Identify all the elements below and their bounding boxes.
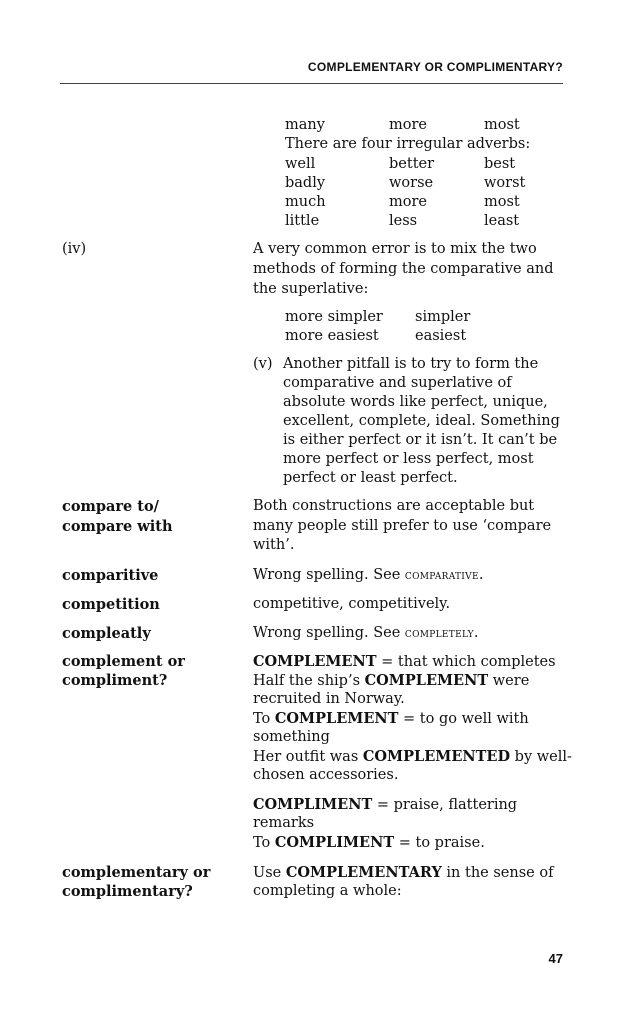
headword: compare to/ <box>62 498 159 515</box>
body-line: COMPLIMENT = praise, flattering <box>253 796 518 813</box>
running-header: COMPLEMENTARY OR COMPLIMENTARY? <box>307 60 563 74</box>
body-line: absolute words like perfect, unique, <box>283 394 548 410</box>
body-line: Both constructions are acceptable but <box>253 498 535 514</box>
body-line: Use COMPLEMENTARY in the sense of <box>253 864 554 881</box>
example-wrong: more easiest <box>285 328 379 344</box>
body-line: something <box>253 729 330 745</box>
body-line: Another pitfall is to try to form the <box>283 356 539 372</box>
section-marker-iv: (iv) <box>62 241 87 257</box>
body-line: Her outfit was COMPLEMENTED by well- <box>253 748 572 765</box>
body-line: remarks <box>253 815 315 831</box>
page-number: 47 <box>548 951 563 966</box>
body-line: Half the ship’s COMPLEMENT were <box>253 672 530 689</box>
body-line: Wrong spelling. See comparative. <box>253 567 484 583</box>
table-cell: more <box>389 117 427 133</box>
table-cell: most <box>484 117 520 133</box>
body-line: A very common error is to mix the two <box>253 241 537 257</box>
table-cell: less <box>389 213 418 229</box>
cross-reference: completely <box>404 626 474 641</box>
body-line: is either perfect or it isn’t. It can’t be <box>283 432 558 448</box>
body-line: To COMPLIMENT = to praise. <box>253 834 485 851</box>
body-line: To COMPLEMENT = to go well with <box>253 710 529 727</box>
body-line: many people still prefer to use ‘compare <box>253 518 552 534</box>
table-cell: least <box>484 213 520 229</box>
headword: compare with <box>62 518 173 535</box>
table-cell: better <box>389 156 435 172</box>
body-line: excellent, complete, ideal. Something <box>283 413 560 429</box>
cross-reference: comparative <box>404 568 479 583</box>
table-intro: There are four irregular adverbs: <box>285 136 531 152</box>
body-line: recruited in Norway. <box>253 691 405 707</box>
section-marker-v: (v) <box>253 356 273 372</box>
example-right: easiest <box>415 328 467 344</box>
table-cell: more <box>389 194 427 210</box>
body-line: chosen accessories. <box>253 767 399 783</box>
body-line: the superlative: <box>253 281 369 297</box>
headword: complimentary? <box>62 883 193 900</box>
table-cell: most <box>484 194 520 210</box>
header-rule <box>60 83 563 84</box>
headword: compleatly <box>62 625 151 642</box>
body-line: completing a whole: <box>253 883 402 899</box>
body-line: competitive, competitively. <box>253 596 451 612</box>
table-cell: much <box>285 194 326 210</box>
table-cell: little <box>285 213 320 229</box>
body-line: COMPLEMENT = that which completes <box>253 653 556 670</box>
headword: competition <box>62 596 160 613</box>
body-line: perfect or least perfect. <box>283 470 458 486</box>
body-line: comparative and superlative of <box>283 375 512 391</box>
table-cell: best <box>484 156 516 172</box>
headword: complement or <box>62 653 185 670</box>
table-cell: badly <box>285 175 326 191</box>
example-right: simpler <box>415 309 471 325</box>
headword: comparitive <box>62 567 159 584</box>
table-cell: worse <box>389 175 434 191</box>
table-cell: worst <box>484 175 526 191</box>
body-line: Wrong spelling. See completely. <box>253 625 479 641</box>
table-cell: well <box>285 156 316 172</box>
body-line: methods of forming the comparative and <box>253 261 554 277</box>
body-line: more perfect or less perfect, most <box>283 451 534 467</box>
body-line: with’. <box>253 537 295 553</box>
headword: compliment? <box>62 672 168 689</box>
table-cell: many <box>285 117 325 133</box>
example-wrong: more simpler <box>285 309 383 325</box>
headword: complementary or <box>62 864 211 881</box>
